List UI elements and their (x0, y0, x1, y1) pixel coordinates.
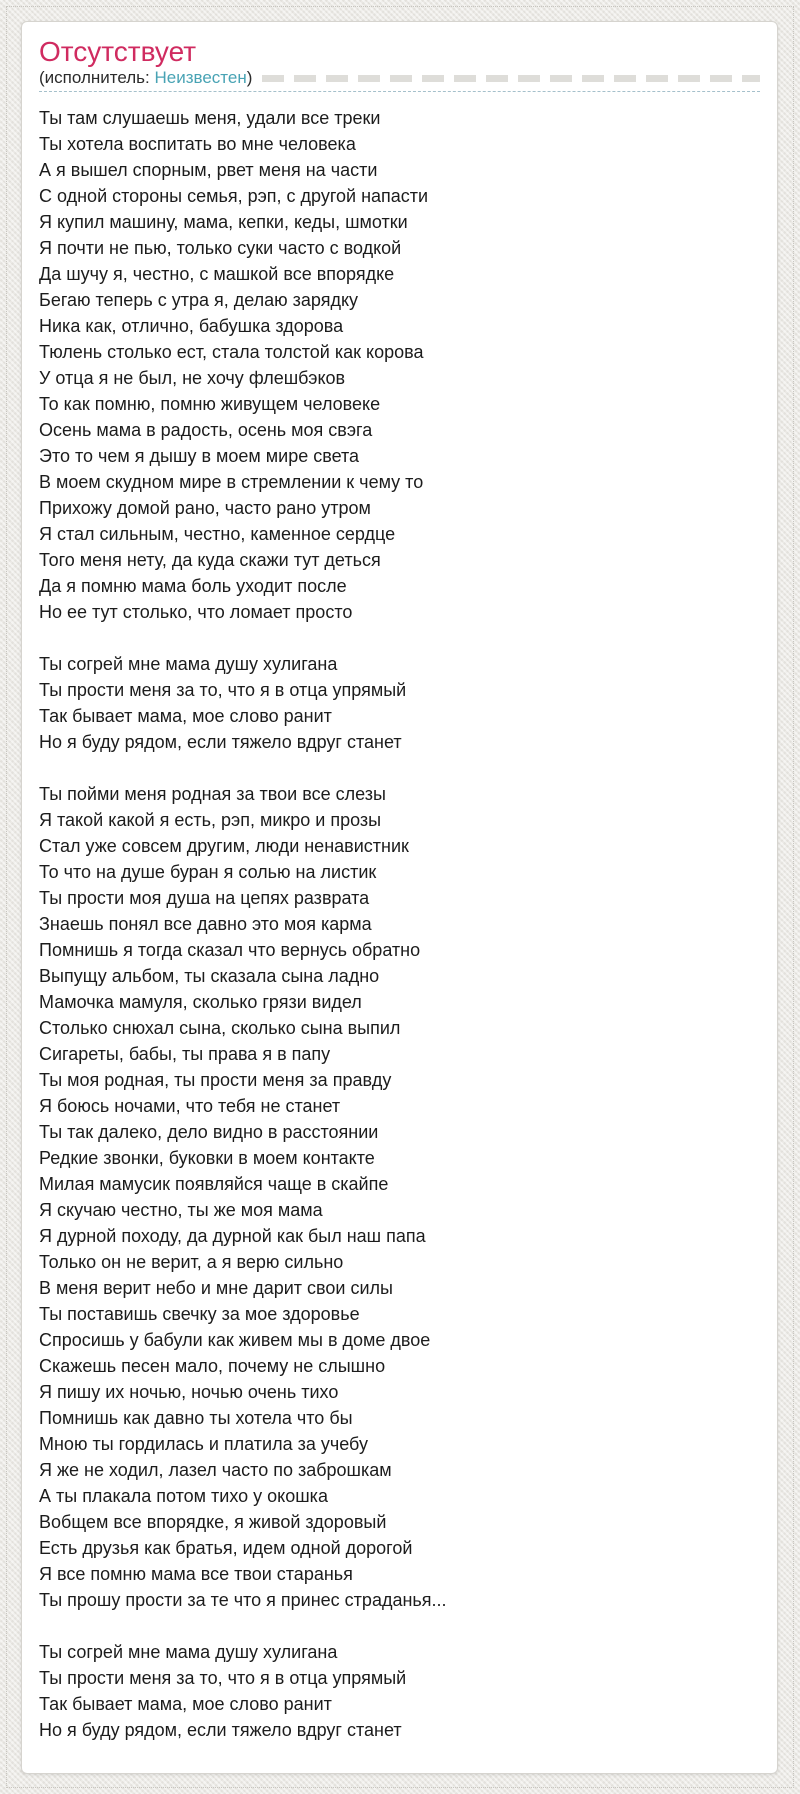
lyric-line: Сигареты, бабы, ты права я в папу (39, 1044, 331, 1064)
lyric-line: Да я помню мама боль уходит после (39, 576, 347, 596)
lyric-line: Знаешь понял все давно это моя карма (39, 914, 372, 934)
lyric-line: Ты прости меня за то, что я в отца упрямый (39, 1668, 407, 1688)
lyric-line: Я почти не пью, только суки часто с водкой (39, 238, 402, 258)
lyric-line: Редкие звонки, буковки в моем контакте (39, 1148, 375, 1168)
lyric-line: Ты моя родная, ты прости меня за правду (39, 1070, 392, 1090)
lyric-line: Скажешь песен мало, почему не слышно (39, 1356, 386, 1376)
stanza (39, 651, 760, 755)
lyric-line: Но ее тут столько, что ломает просто (39, 602, 353, 622)
artist-line (39, 68, 760, 92)
lyric-line: Я пишу их ночью, ночью очень тихо (39, 1382, 339, 1402)
lyric-line: Я скучаю честно, ты же моя мама (39, 1200, 323, 1220)
lyric-line: Ты поставишь свечку за мое здоровье (39, 1304, 360, 1324)
stanza (39, 781, 760, 1613)
lyric-line: Стал уже совсем другим, люди ненавистник (39, 836, 409, 856)
lyric-line: С одной стороны семья, рэп, с другой напасти (39, 186, 429, 206)
song-title: Отсутствует (39, 36, 197, 67)
lyric-line: Ты прошу прости за те что я принес страданья... (39, 1590, 447, 1610)
lyric-line: Ты пойми меня родная за твои все слезы (39, 784, 386, 804)
lyric-line: Столько снюхал сына, сколько сына выпил (39, 1018, 401, 1038)
artist-link[interactable]: Неизвестен (154, 68, 247, 87)
lyric-line: Я боюсь ночами, что тебя не станет (39, 1096, 341, 1116)
artist-suffix: ) (246, 68, 253, 87)
lyric-line: Так бывает мама, мое слово ранит (39, 1694, 332, 1714)
lyric-line: У отца я не был, не хочу флешбэков (39, 368, 346, 388)
lyric-line: Только он не верит, а я верю сильно (39, 1252, 344, 1272)
lyric-line: Мамочка мамуля, сколько грязи видел (39, 992, 362, 1012)
lyric-line: Я такой какой я есть, рэп, микро и прозы (39, 810, 382, 830)
lyric-line: Ника как, отлично, бабушка здорова (39, 316, 344, 336)
lyric-line: В меня верит небо и мне дарит свои силы (39, 1278, 393, 1298)
dotted-filler-line (262, 75, 760, 82)
lyric-line: То что на душе буран я солью на листик (39, 862, 377, 882)
lyric-line: Но я буду рядом, если тяжело вдруг станет (39, 1720, 402, 1740)
lyric-line: Помнишь как давно ты хотела что бы (39, 1408, 353, 1428)
lyric-line: Я дурной походу, да дурной как был наш папа (39, 1226, 426, 1246)
lyric-line: Выпущу альбом, ты сказала сына ладно (39, 966, 380, 986)
stanza (39, 105, 760, 625)
lyric-line: Я же не ходил, лазел часто по заброшкам (39, 1460, 392, 1480)
lyric-line: Мною ты гордилась и платила за учебу (39, 1434, 368, 1454)
lyric-line: В моем скудном мире в стремлении к чему то (39, 472, 424, 492)
lyric-line: Тюлень столько ест, стала толстой как корова (39, 342, 424, 362)
lyric-line: Так бывает мама, мое слово ранит (39, 706, 332, 726)
lyric-line: Того меня нету, да куда скажи тут деться (39, 550, 381, 570)
lyric-line: Спросишь у бабули как живем мы в доме двое (39, 1330, 431, 1350)
lyric-line: Прихожу домой рано, часто рано утром (39, 498, 371, 518)
lyric-line: Осень мама в радость, осень моя свэга (39, 420, 373, 440)
lyric-line: Бегаю теперь с утра я, делаю зарядку (39, 290, 359, 310)
lyric-line: Милая мамусик появляйся чаще в скайпе (39, 1174, 389, 1194)
lyric-line: Есть друзья как братья, идем одной дорогой (39, 1538, 413, 1558)
lyric-line: Я купил машину, мама, кепки, кеды, шмотки (39, 212, 408, 232)
lyric-line: Я стал сильным, честно, каменное сердце (39, 524, 396, 544)
stanza (39, 1639, 760, 1743)
lyric-line: Ты согрей мне мама душу хулигана (39, 1642, 338, 1662)
lyric-line: Ты хотела воспитать во мне человека (39, 134, 356, 154)
artist-label: (исполнитель: (39, 68, 155, 87)
lyrics-text (39, 105, 760, 1743)
lyric-line: Да шучу я, честно, с машкой все впорядке (39, 264, 395, 284)
lyric-line: А я вышел спорным, рвет меня на части (39, 160, 378, 180)
lyric-line: Помнишь я тогда сказал что вернусь обратно (39, 940, 421, 960)
lyric-line: Ты согрей мне мама душу хулигана (39, 654, 338, 674)
lyric-line: Это то чем я дышу в моем мире света (39, 446, 360, 466)
lyric-line: Ты там слушаешь меня, удали все треки (39, 108, 381, 128)
lyric-line: Вобщем все впорядке, я живой здоровый (39, 1512, 387, 1532)
lyric-line: Ты так далеко, дело видно в расстоянии (39, 1122, 379, 1142)
lyric-line: Я все помню мама все твои старанья (39, 1564, 353, 1584)
lyric-line: Но я буду рядом, если тяжело вдруг станет (39, 732, 402, 752)
lyric-line: Ты прости меня за то, что я в отца упрямый (39, 680, 407, 700)
lyric-line: А ты плакала потом тихо у окошка (39, 1486, 328, 1506)
lyrics-card (21, 21, 778, 1774)
lyric-line: То как помню, помню живущем человеке (39, 394, 381, 414)
lyric-line: Ты прости моя душа на цепях разврата (39, 888, 370, 908)
